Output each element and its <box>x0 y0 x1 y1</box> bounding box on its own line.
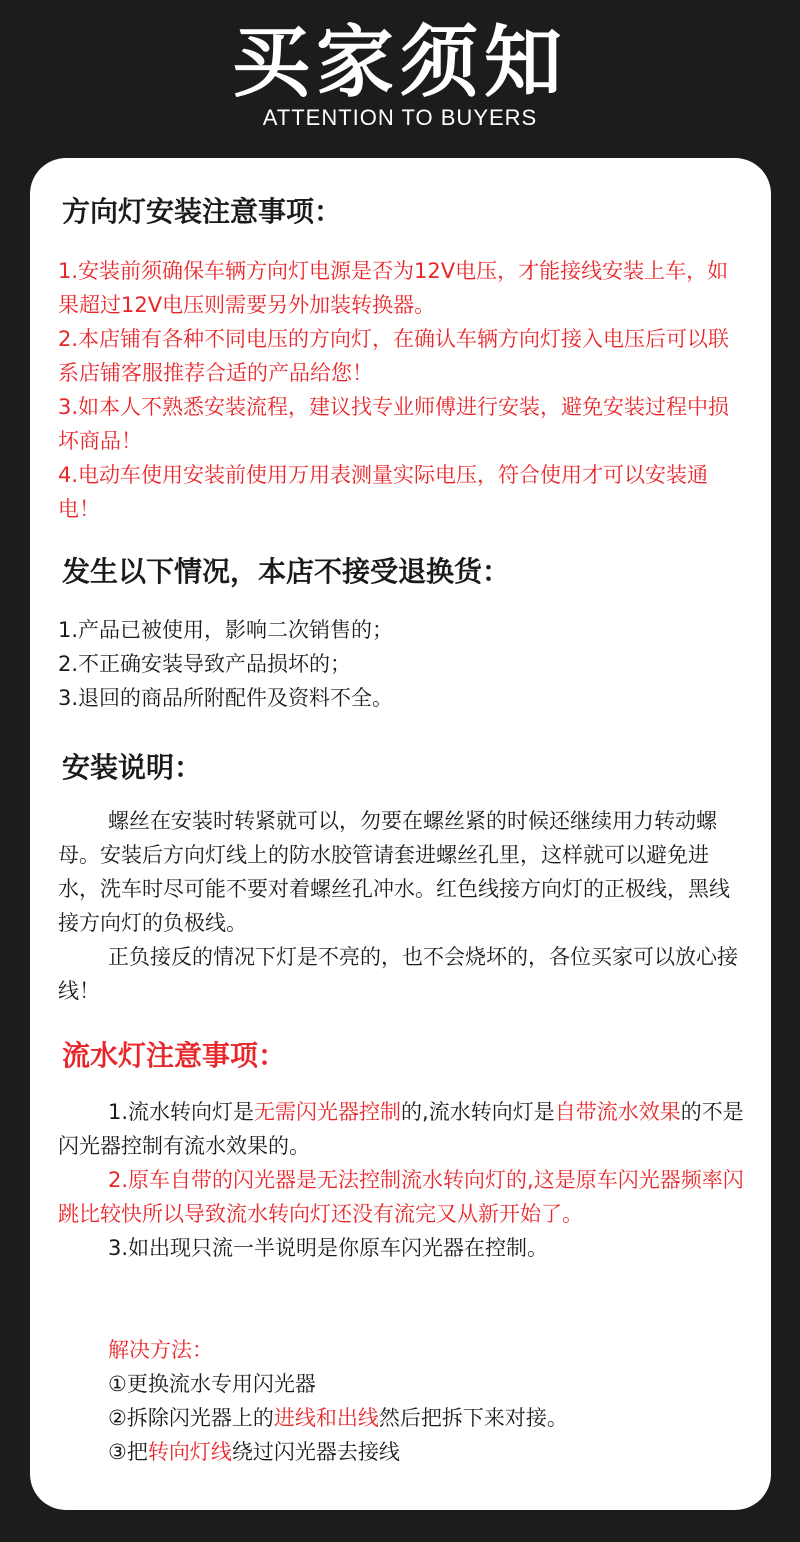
flowing-note-1 <box>58 1095 748 1163</box>
install-guide-paragraph: 螺丝在安装时转紧就可以，勿要在螺丝紧的时候还继续用力转动螺母。安装后方向灯线上的防水胶管请套进螺丝孔里，这样就可以避免进水，洗车时尽可能不要对着螺丝孔冲水。红色线接方向灯的正极线，黑线接方向灯的负极线。 <box>58 809 730 935</box>
install-guide-body <box>58 804 748 1008</box>
no-return-item: 1.产品已被使用，影响二次销售的； <box>58 618 394 642</box>
no-return-item: 2.不正确安装导致产品损坏的； <box>58 652 352 676</box>
install-note-item: 1.安装前须确保车辆方向灯电源是否为12V电压，才能接线安装上车，如果超过12V电压则需要另外加装转换器。 <box>58 259 729 317</box>
page-subtitle: ATTENTION TO BUYERS <box>262 105 538 130</box>
highlight-text: 自带流水效果 <box>554 1100 681 1124</box>
highlight-text: 转向灯线 <box>147 1440 232 1464</box>
text-span: 的不是闪光器控制有流水效果的。 <box>58 1100 744 1158</box>
text-span: 然后把拆下来对接。 <box>378 1406 568 1430</box>
text-span: 1.流水转向灯是 <box>108 1100 255 1124</box>
highlight-text: 进线和出线 <box>273 1406 379 1430</box>
install-notes-list <box>58 254 748 526</box>
install-notes-title: 方向灯安装注意事项： <box>62 195 343 228</box>
text-span: 绕过闪光器去接线 <box>231 1440 400 1464</box>
flowing-notes-title: 流水灯注意事项： <box>62 1039 287 1072</box>
text-span: ③把 <box>108 1440 148 1464</box>
install-note-item: 4.电动车使用安装前使用万用表测量实际电压，符合使用才可以安装通电！ <box>58 463 709 521</box>
solution-item-3 <box>108 1435 748 1469</box>
no-return-list <box>58 613 748 715</box>
install-note-item: 3.如本人不熟悉安装流程，建议找专业师傅进行安装，避免安装过程中损坏商品！ <box>58 395 730 453</box>
install-guide-paragraph: 正负接反的情况下灯是不亮的，也不会烧坏的，各位买家可以放心接线！ <box>58 945 738 1003</box>
no-return-title: 发生以下情况，本店不接受退换货： <box>62 555 511 588</box>
highlight-text: 无需闪光器控制 <box>254 1100 402 1124</box>
install-guide-title: 安装说明： <box>62 751 203 784</box>
install-note-item: 2.本店铺有各种不同电压的方向灯，在确认车辆方向灯接入电压后可以联系店铺客服推荐合适的产品给您！ <box>58 327 730 385</box>
no-return-item: 3.退回的商品所附配件及资料不全。 <box>58 686 394 710</box>
solution-item-2 <box>108 1401 748 1435</box>
notice-card <box>30 158 771 1510</box>
page-title: 买家须知 <box>231 18 568 108</box>
text-span: ②拆除闪光器上的 <box>108 1406 274 1430</box>
text-span: 的,流水转向灯是 <box>401 1100 555 1124</box>
flowing-notes-body <box>58 1095 748 1265</box>
flowing-note-3: 3.如出现只流一半说明是你原车闪光器在控制。 <box>108 1236 549 1260</box>
header <box>0 0 800 158</box>
solution-block <box>108 1333 748 1469</box>
solution-item-1: ①更换流水专用闪光器 <box>108 1372 316 1396</box>
solution-title: 解决方法： <box>108 1338 213 1362</box>
flowing-note-2: 2.原车自带的闪光器是无法控制流水转向灯的,这是原车闪光器频率闪跳比较快所以导致流水转向灯还没有流完又从新开始了。 <box>58 1168 744 1226</box>
